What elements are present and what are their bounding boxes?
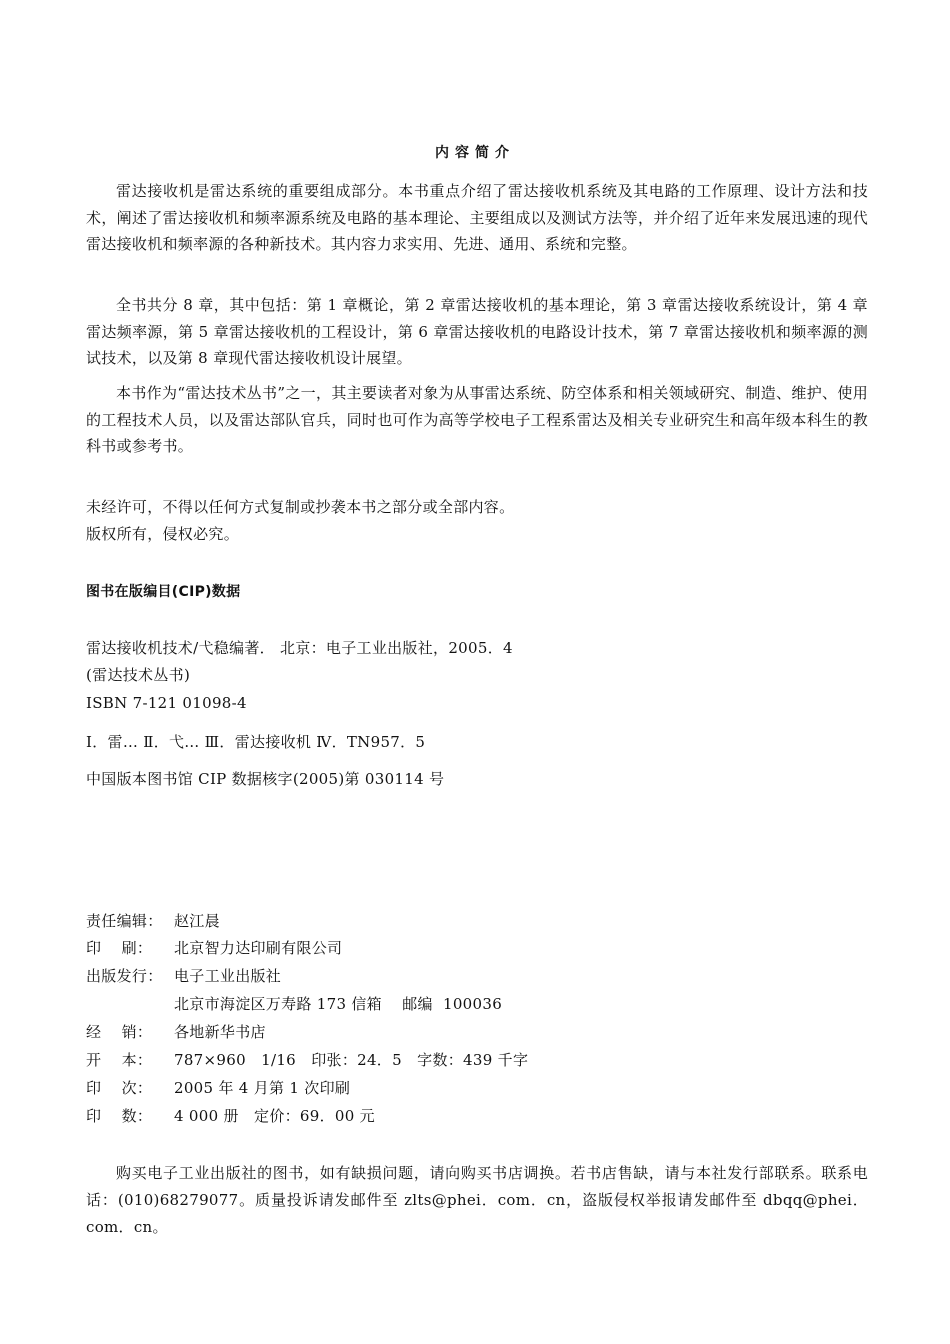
cip-classification: Ⅰ．雷… Ⅱ．弋… Ⅲ．雷达接收机 Ⅳ．TN957．5 [86,733,426,751]
imprint-printer [86,937,342,959]
imprint-publisher-label: 出版发行： [86,967,163,985]
cip-heading: 图书在版编目(CIP)数据 [86,584,241,600]
imprint-printer-label: 印 刷： [86,939,153,957]
imprint-printer-value: 北京智力达印刷有限公司 [174,939,343,957]
imprint-editor-label: 责任编辑： [86,912,163,930]
rights-reserved: 版权所有，侵权必究。 [86,525,240,543]
imprint-format-value: 787×960 1/16 印张：24．5 字数：439 千字 [174,1051,529,1069]
intro-title: 内容简介 [435,145,515,161]
cip-series: (雷达技术丛书) [86,666,191,684]
purchase-notice: 购买电子工业出版社的图书，如有缺损问题，请向购买书店调换。若书店售缺，请与本社发行部联系。联系电话：(010)68279077。质量投诉请发邮件至 zlts@phei．com．cn，盗版侵权举报请发邮件至 dbqq@phei．com．cn。 [86,1164,868,1236]
imprint-editor-value: 赵江晨 [174,912,220,930]
imprint-edition-label: 印 次： [86,1079,153,1097]
intro-paragraph-3: 本书作为“雷达技术丛书”之一，其主要读者对象为从事雷达系统、防空体系和相关领域研究、制造、维护、使用的工程技术人员，以及雷达部队官兵，同时也可作为高等学校电子工程系雷达及相关专业研究生和高年级本科生的教科书或参考书。 [86,384,868,455]
imprint-distributor [86,1021,266,1043]
imprint-publisher [86,965,281,987]
imprint-count [86,1105,375,1127]
imprint-publisher-value: 电子工业出版社 [174,967,282,985]
imprint-distributor-label: 经 销： [86,1023,153,1041]
intro-paragraph-2: 全书共分 8 章，其中包括：第 1 章概论，第 2 章雷达接收机的基本理论，第 3 章雷达接收系统设计，第 4 章雷达频率源，第 5 章雷达接收机的工程设计，第 6 章雷达接收机的电路设计技术，第 7 章雷达接收机和频率源的测试技术，以及第 8 章现代雷达接收机设计展望。 [86,296,868,367]
imprint-editor [86,910,220,932]
imprint-count-label: 印 数： [86,1107,153,1125]
cip-isbn: ISBN 7-121 01098-4 [86,694,247,712]
cip-title-line: 雷达接收机技术/弋稳编著． 北京：电子工业出版社，2005．4 [86,639,513,657]
imprint-edition-value: 2005 年 4 月第 1 次印刷 [174,1079,351,1097]
imprint-format [86,1049,528,1071]
copyright-notice: 未经许可，不得以任何方式复制或抄袭本书之部分或全部内容。 [86,498,515,516]
intro-paragraph-1: 雷达接收机是雷达系统的重要组成部分。本书重点介绍了雷达接收机系统及其电路的工作原理、设计方法和技术，阐述了雷达接收机和频率源系统及电路的基本理论、主要组成以及测试方法等，并介绍了近年来发展迅速的现代雷达接收机和频率源的各种新技术。其内容力求实用、先进、通用、系统和完整。 [86,182,868,253]
imprint-edition [86,1077,350,1099]
imprint-count-value: 4 000 册 定价：69．00 元 [174,1107,375,1125]
imprint-address: 北京市海淀区万寿路 173 信箱 邮编 100036 [174,995,503,1013]
imprint-format-label: 开 本： [86,1051,153,1069]
imprint-distributor-value: 各地新华书店 [174,1023,266,1041]
cip-record-number: 中国版本图书馆 CIP 数据核字(2005)第 030114 号 [86,770,445,788]
